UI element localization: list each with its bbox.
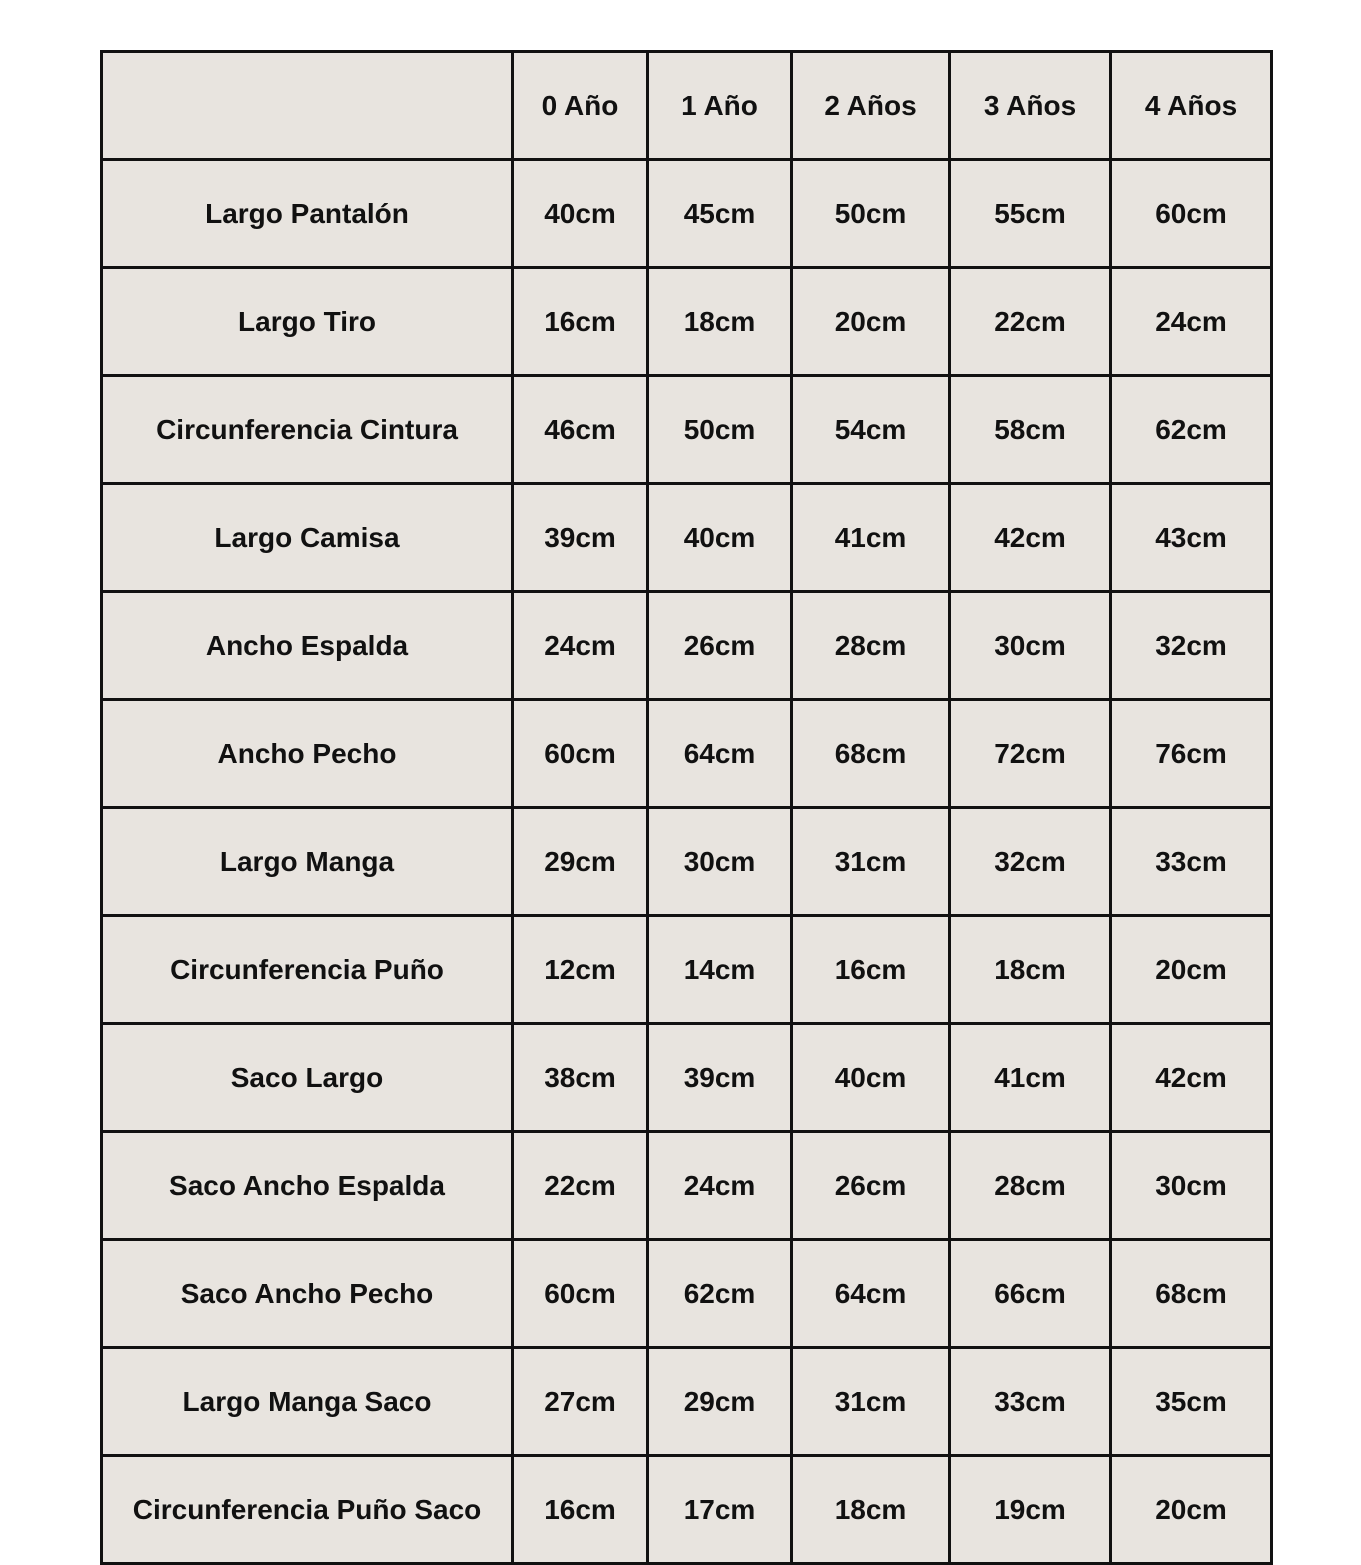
table-cell: 26cm <box>792 1132 950 1240</box>
table-cell: 35cm <box>1111 1348 1272 1456</box>
table-cell: 46cm <box>513 376 648 484</box>
table-row <box>102 1456 1272 1564</box>
column-header: 1 Año <box>648 52 792 160</box>
table-row <box>102 484 1272 592</box>
table-cell: 22cm <box>950 268 1111 376</box>
table-cell: 22cm <box>513 1132 648 1240</box>
table-row <box>102 1132 1272 1240</box>
corner-cell <box>102 52 513 160</box>
table-cell: 30cm <box>1111 1132 1272 1240</box>
table-cell: 72cm <box>950 700 1111 808</box>
table-cell: 18cm <box>648 268 792 376</box>
table-cell: 16cm <box>513 1456 648 1564</box>
table-cell: 62cm <box>1111 376 1272 484</box>
table-cell: 24cm <box>648 1132 792 1240</box>
table-cell: 28cm <box>950 1132 1111 1240</box>
table-row <box>102 1348 1272 1456</box>
table-row <box>102 592 1272 700</box>
table-cell: 27cm <box>513 1348 648 1456</box>
table-cell: 62cm <box>648 1240 792 1348</box>
column-header: 4 Años <box>1111 52 1272 160</box>
table-cell: 14cm <box>648 916 792 1024</box>
table-cell: 66cm <box>950 1240 1111 1348</box>
table-cell: 41cm <box>792 484 950 592</box>
table-cell: 20cm <box>792 268 950 376</box>
table-row <box>102 376 1272 484</box>
table-row <box>102 1024 1272 1132</box>
table-cell: 76cm <box>1111 700 1272 808</box>
table-cell: 26cm <box>648 592 792 700</box>
row-label: Largo Tiro <box>102 268 513 376</box>
table-cell: 50cm <box>648 376 792 484</box>
table-row <box>102 700 1272 808</box>
table-cell: 17cm <box>648 1456 792 1564</box>
table-cell: 12cm <box>513 916 648 1024</box>
table-cell: 68cm <box>792 700 950 808</box>
table-cell: 42cm <box>1111 1024 1272 1132</box>
table-cell: 55cm <box>950 160 1111 268</box>
table-cell: 30cm <box>648 808 792 916</box>
table-cell: 40cm <box>513 160 648 268</box>
row-label: Saco Largo <box>102 1024 513 1132</box>
table-cell: 50cm <box>792 160 950 268</box>
row-label: Saco Ancho Pecho <box>102 1240 513 1348</box>
table-row <box>102 268 1272 376</box>
table-cell: 60cm <box>513 700 648 808</box>
row-label: Circunferencia Cintura <box>102 376 513 484</box>
table-cell: 54cm <box>792 376 950 484</box>
table-cell: 24cm <box>513 592 648 700</box>
table-cell: 20cm <box>1111 1456 1272 1564</box>
table-cell: 40cm <box>792 1024 950 1132</box>
table-cell: 68cm <box>1111 1240 1272 1348</box>
table-cell: 29cm <box>648 1348 792 1456</box>
table-cell: 29cm <box>513 808 648 916</box>
table-cell: 31cm <box>792 808 950 916</box>
column-header: 3 Años <box>950 52 1111 160</box>
table-cell: 18cm <box>950 916 1111 1024</box>
row-label: Largo Manga <box>102 808 513 916</box>
table-cell: 39cm <box>513 484 648 592</box>
column-header: 2 Años <box>792 52 950 160</box>
table-cell: 43cm <box>1111 484 1272 592</box>
table-cell: 58cm <box>950 376 1111 484</box>
table-cell: 16cm <box>513 268 648 376</box>
table-cell: 64cm <box>792 1240 950 1348</box>
table-cell: 16cm <box>792 916 950 1024</box>
table-cell: 39cm <box>648 1024 792 1132</box>
header-row <box>102 52 1272 160</box>
table-cell: 20cm <box>1111 916 1272 1024</box>
row-label: Saco Ancho Espalda <box>102 1132 513 1240</box>
column-header: 0 Año <box>513 52 648 160</box>
table-row <box>102 160 1272 268</box>
table-cell: 30cm <box>950 592 1111 700</box>
table-cell: 32cm <box>950 808 1111 916</box>
row-label: Largo Pantalón <box>102 160 513 268</box>
table-row <box>102 1240 1272 1348</box>
table-cell: 19cm <box>950 1456 1111 1564</box>
table-cell: 45cm <box>648 160 792 268</box>
table-cell: 60cm <box>1111 160 1272 268</box>
table-cell: 31cm <box>792 1348 950 1456</box>
table-cell: 24cm <box>1111 268 1272 376</box>
size-chart-table <box>100 50 1273 1565</box>
table-cell: 18cm <box>792 1456 950 1564</box>
table-cell: 64cm <box>648 700 792 808</box>
table-cell: 33cm <box>950 1348 1111 1456</box>
row-label: Largo Camisa <box>102 484 513 592</box>
row-label: Largo Manga Saco <box>102 1348 513 1456</box>
row-label: Circunferencia Puño Saco <box>102 1456 513 1564</box>
table-cell: 33cm <box>1111 808 1272 916</box>
table-cell: 40cm <box>648 484 792 592</box>
table-cell: 42cm <box>950 484 1111 592</box>
table-cell: 38cm <box>513 1024 648 1132</box>
row-label: Ancho Espalda <box>102 592 513 700</box>
table-row <box>102 808 1272 916</box>
row-label: Ancho Pecho <box>102 700 513 808</box>
row-label: Circunferencia Puño <box>102 916 513 1024</box>
table-cell: 28cm <box>792 592 950 700</box>
table-cell: 41cm <box>950 1024 1111 1132</box>
table-cell: 32cm <box>1111 592 1272 700</box>
table-cell: 60cm <box>513 1240 648 1348</box>
table-row <box>102 916 1272 1024</box>
